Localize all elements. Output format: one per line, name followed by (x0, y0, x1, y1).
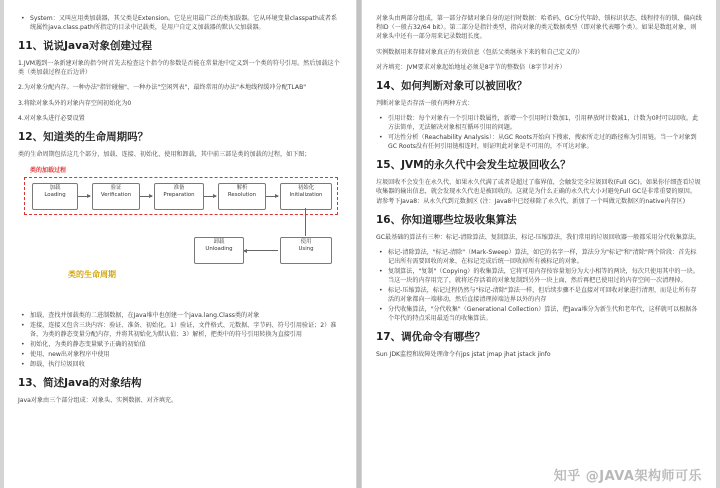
list-item: • 连接，连接又包含三块内容：验证、准备、初始化。1）验证，文件格式、元数据、字节码、符号引用验证；2）准备，为类的静态变量分配内存，并将其初始化为默认值；3）解析，把类中的符号引用转换为直接引用 (18, 321, 342, 339)
list-item: • 复制算法，"复制"（Copying）的收集算法，它将可用内存按容量划分为大小相等的两块，每次只使用其中的一块。当这一块的内存用完了，就将还存活着的对象复制到另外一块上面，然后再把已使用过的内存空间一次清理掉。 (376, 267, 702, 285)
paragraph: 类的生命周期包括这几个部分，加载、连接、初始化、使用和卸载，其中前三部是类的加载的过程，如下图； (18, 151, 311, 159)
list-item: • 加载，查找并加载类的二进制数据，在Java堆中也创建一个java.lang.Class类的对象 (18, 311, 342, 320)
list-item: • 标记-清除算法，"标记-清除"（Mark-Sweep）算法，如它的名字一样，算法分为"标记"和"清除"两个阶段：首先标记出所有需要回收的对象，在标记完成后统一回收掉所有被标记的对象。 (376, 248, 702, 266)
arrow (140, 196, 152, 197)
paragraph: 1.JVM遇到一条新建对象的指令时首先去检查这个指令的参数是否能在常量池中定义到一个类的符号引用。然后加载这个类（类加载过程在后边讲） (18, 60, 340, 77)
diagram-box-using (280, 237, 332, 264)
arrow (266, 196, 278, 197)
diagram-caption: 类的生命周期 (68, 270, 116, 280)
diagram-box-preparation (154, 183, 204, 210)
list-item: • 分代收集算法，"分代收集"（Generational Collection）算法，把Java堆分为新生代和老年代，这样就可以根据各个年代的特点采用最适当的收集算法。 (376, 305, 702, 323)
document-page-right (362, 0, 716, 488)
section-heading-11: 11、说说Java对象创建过程 (18, 40, 153, 52)
arrow (244, 250, 278, 251)
class-lifecycle-diagram (18, 165, 342, 301)
arrow (204, 196, 216, 197)
diagram-box-resolution (218, 183, 266, 210)
box-label-en: Using (298, 246, 314, 253)
arrow (78, 196, 90, 197)
connector-line (305, 208, 306, 236)
box-label-en: Loading (44, 192, 66, 199)
paragraph: 实例数据用来存储对象真正的有效信息（包括父类继承下来的和自己定义的） (376, 48, 584, 56)
section-heading-17: 17、调优命令有哪些？ (376, 331, 486, 344)
paragraph: 4.对对象头进行必要设置 (18, 114, 85, 122)
box-label-cn: 解析 (236, 185, 248, 192)
box-label-cn: 加载 (49, 185, 61, 192)
box-label-cn: 卸载 (213, 239, 225, 246)
box-label-en: Preparation (163, 192, 195, 199)
page-bottom-fade (4, 472, 356, 488)
box-label-en: Initialization (289, 192, 323, 199)
paragraph: Java对象由三个部分组成：对象头、实例数据、对齐填充。 (18, 397, 178, 405)
paragraph: 判断对象是否存活一般有两种方式： (376, 100, 474, 108)
section-heading-13: 13、简述Java的对象结构 (18, 377, 142, 390)
list-item: • 卸载，执行垃圾回收 (18, 360, 342, 369)
box-label-cn: 初始化 (297, 185, 315, 192)
paragraph: 垃圾回收不会发生在永久代，如果永久代满了或者是超过了临界值，会触发完全垃圾回收(Full GC)。如果你仔细查看垃圾收集器的输出信息，就会发现永久代也是被回收的。这就是为什么正确的永久代大小对避免Full GC是非常重要的原因。请参考下Java8：从永久代到元数据区 (注：Java8中已经移除了永久代，新加了一个叫做元数据区的native内存区) (376, 179, 701, 205)
diagram-box-loading (32, 183, 78, 210)
box-label-en: Unloading (205, 246, 233, 253)
page-gap (357, 0, 361, 488)
watermark: 知乎 @JAVA架构师可乐 (553, 469, 702, 484)
document-page-left (4, 0, 356, 488)
list-item: • 标记-压缩算法，标记过程仍然与"标记-清除"算法一样，但后续步骤不是直接对可回收对象进行清理，而是让所有存活的对象都向一端移动，然后直接清理掉端边界以外的内存 (376, 286, 702, 304)
box-label-en: Verification (100, 192, 132, 199)
section-heading-12: 12、知道类的生命周期吗？ (18, 131, 149, 144)
paragraph: 对象头由两部分组成，第一部分存储对象自身的运行时数据：哈希码、GC分代年龄、锁标识状态、线程持有的锁、偏向线程ID（一般占32/64 bit）。第二部分是指针类型，指向对象的类元数据类型（即对象代表哪个类）。如果是数组对象，则对象头中还有一部分用来记录数组长度。 (376, 15, 702, 41)
list-item: • 引用计数：每个对象有一个引用计数属性，新增一个引用时计数加1，引用释放时计数减1，计数为0时可以回收。此方法简单，无法解决对象相互循环引用的问题。 (376, 114, 702, 132)
section-heading-16: 16、你知道哪些垃圾收集算法 (376, 213, 517, 226)
section-heading-15: 15、JVM的永久代中会发生垃圾回收么？ (376, 159, 571, 172)
list-item: • 使用，new出对象程序中使用 (18, 350, 342, 359)
diagram-title: 类的加载过程 (30, 167, 67, 175)
paragraph: 对齐填充：JVM要求对象起始地址必须是8字节的整数倍（8字节对齐） (376, 63, 566, 71)
paragraph: GC最基础的算法有三种：标记-清除算法、复制算法、标记-压缩算法，我们常用的垃圾回收器一般都采用分代收集算法。 (376, 233, 701, 241)
box-label-cn: 准备 (173, 185, 185, 192)
diagram-box-initialization (280, 183, 332, 210)
paragraph: Sun JDK监控和故障处理命令有jps jstat jmap jhat jstack jinfo (376, 351, 551, 359)
list-item: • 初始化，为类的静态变量赋予正确的初始值 (18, 340, 342, 349)
paragraph: 3.将除对象头外的对象内存空间初始化为0 (18, 99, 132, 107)
section-heading-14: 14、如何判断对象可以被回收？ (376, 80, 528, 93)
list-item: • 可达性分析（Reachability Analysis）：从GC Roots开始向下搜索，搜索所走过的路径称为引用链。当一个对象到GC Roots没有任何引用链相连时，则证明此对象是不可用的，不可达对象。 (376, 133, 702, 151)
diagram-box-verification (92, 183, 140, 210)
diagram-box-unloading (194, 237, 244, 264)
paragraph: 2.为对象分配内存。一种办法"指针碰撞"、一种办法"空闲列表"，最终常用的办法"本地线程缓冲分配TLAB" (18, 84, 307, 92)
box-label-cn: 使用 (300, 239, 312, 246)
box-label-en: Resolution (227, 192, 257, 199)
box-label-cn: 验证 (110, 185, 122, 192)
list-item: • System：又叫应用类加载器，其父类是Extension。它是应用最广泛的类加载器。它从环境变量classpath或者系统属性java.class.path所指定的目录中记载类，是用户自定义加载器的默认父加载器。 (18, 14, 342, 32)
